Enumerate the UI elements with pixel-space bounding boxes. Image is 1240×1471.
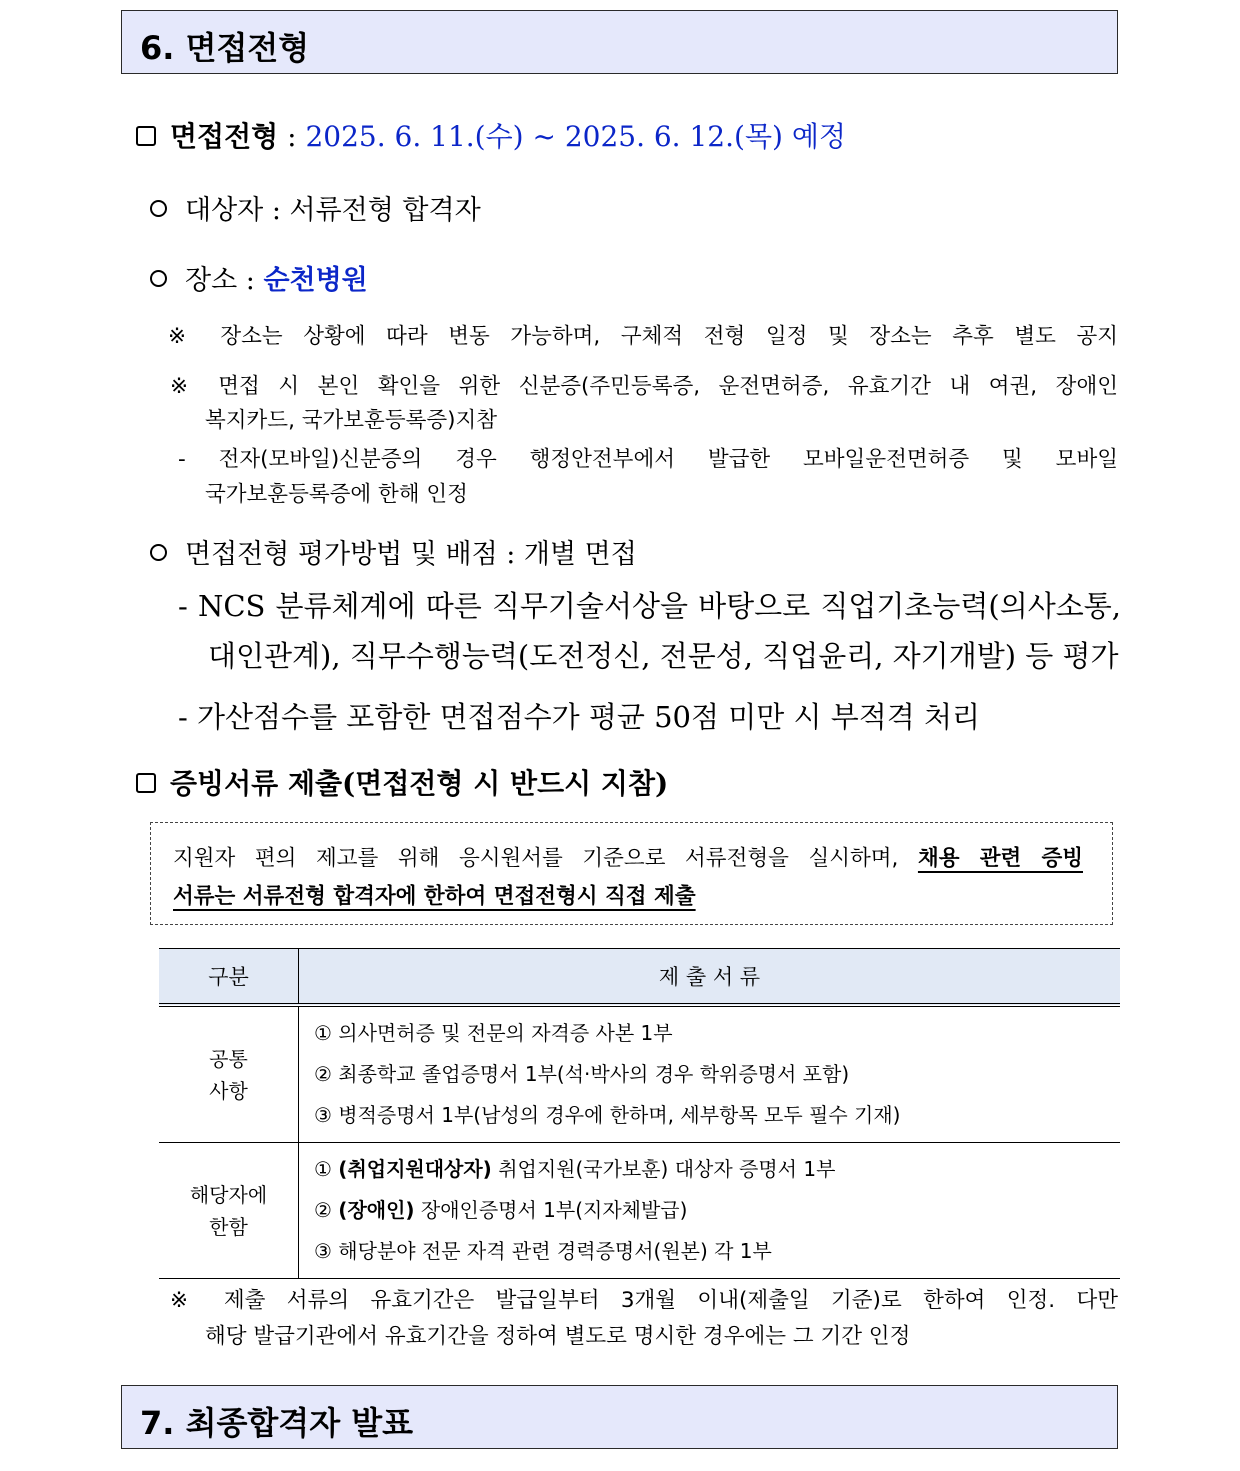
item-text: 장애인증명서 1부(지자체발급) [420,1198,688,1222]
square-bullet-icon [136,773,156,793]
table-cell-items [299,1143,1121,1279]
interview-date: 2025. 6. 11.(수) ~ 2025. 6. 12.(목) 예정 [305,120,846,153]
item-bold-label: (장애인) [338,1198,415,1222]
place-value: 순천병원 [263,265,368,296]
method-detail-1b: 대인관계), 직무수행능력(도전정신, 전문성, 직업윤리, 자기개발) 등 평가 [208,639,1119,673]
circle-bullet-icon [150,200,167,217]
target-line [150,188,481,227]
method-detail-1a: - NCS 분류체계에 따른 직무기술서상을 바탕으로 직업기초능력(의사소통, [178,589,1121,623]
table-cell-items [299,1005,1121,1143]
list-item: ① 의사면허증 및 전문의 자격증 사본 1부 [314,1021,673,1045]
docs-notice-bold-2: 서류는 서류전형 합격자에 한하여 면접전형시 직접 제출 [173,884,696,909]
item-bold-label: (취업지원대상자) [338,1157,492,1181]
list-item [300,1149,1119,1190]
section-7-header [121,1385,1118,1449]
section-6-title: 6. 면접전형 [140,29,310,67]
interview-colon: : [287,120,297,153]
list-item [300,1231,1119,1272]
list-item: ③ 병적증명서 1부(남성의 경우에 한하며, 세부항목 모두 필수 기재) [314,1103,901,1127]
table-row [159,1143,1120,1279]
table-row [159,1005,1120,1143]
validity-note-1: ※ 제출 서류의 유효기간은 발급일부터 3개월 이내(제출일 기준)로 한하여 인정. 다만 [170,1288,1118,1313]
category-line: 해당자에 [189,1182,268,1207]
method-detail-2: - 가산점수를 포함한 면접점수가 평균 50점 미만 시 부적격 처리 [178,700,981,734]
note-place-change: ※ 장소는 상황에 따라 변동 가능하며, 구체적 전형 일정 및 장소는 추후 별도 공지 [168,324,1118,349]
docs-heading-line [136,762,668,802]
documents-table [159,948,1120,1279]
interview-label: 면접전형 [170,120,279,153]
list-item [300,1190,1119,1231]
docs-notice-line-1 [173,841,1083,872]
table-cell-category [159,1005,299,1143]
category-line: 공통 [209,1046,248,1071]
validity-note-2: 해당 발급기관에서 유효기간을 정하여 별도로 명시한 경우에는 그 기간 인정 [205,1324,911,1349]
place-line [150,258,368,297]
docs-notice-bold-1: 채용 관련 증빙 [917,846,1083,871]
category-line: 사항 [209,1078,248,1103]
table-header-documents: 제 출 서 류 [299,949,1121,1006]
place-label: 장소 : [185,265,255,296]
square-bullet-icon [136,126,156,146]
item-number: ① [314,1157,332,1181]
docs-notice-box [150,822,1113,925]
docs-notice-plain: 지원자 편의 제고를 위해 응시원서를 기준으로 서류전형을 실시하며, [173,846,918,871]
interview-schedule-line [136,115,846,155]
circle-bullet-icon [150,270,167,287]
method-title: 면접전형 평가방법 및 배점 : 개별 면접 [185,539,637,570]
item-text: 취업지원(국가보훈) 대상자 증명서 1부 [498,1157,836,1181]
docs-heading: 증빙서류 제출(면접전형 시 반드시 지참) [170,767,669,800]
table-cell-category [159,1143,299,1279]
table-header-row [159,949,1120,1006]
circle-bullet-icon [150,544,167,561]
section-6-header [121,10,1118,74]
section-7-title: 7. 최종합격자 발표 [140,1404,414,1442]
item-number: ② [314,1198,332,1222]
note-mobile-id-1: - 전자(모바일)신분증의 경우 행정안전부에서 발급한 모바일운전면허증 및 모바일 [178,447,1118,472]
category-line: 한함 [209,1214,248,1239]
note-mobile-id-2: 국가보훈등록증에 한해 인정 [205,482,468,507]
note-id-card-2: 복지카드, 국가보훈등록증)지참 [205,408,498,433]
note-id-card-1: ※ 면접 시 본인 확인을 위한 신분증(주민등록증, 운전면허증, 유효기간 내 여권, 장애인 [170,374,1118,399]
item-text: 해당분야 전문 자격 관련 경력증명서(원본) 각 1부 [338,1239,772,1263]
table-header-category: 구분 [159,949,299,1006]
target-text: 대상자 : 서류전형 합격자 [185,195,481,226]
item-number: ③ [314,1239,332,1263]
list-item: ② 최종학교 졸업증명서 1부(석·박사의 경우 학위증명서 포함) [314,1062,850,1086]
method-line [150,532,637,571]
